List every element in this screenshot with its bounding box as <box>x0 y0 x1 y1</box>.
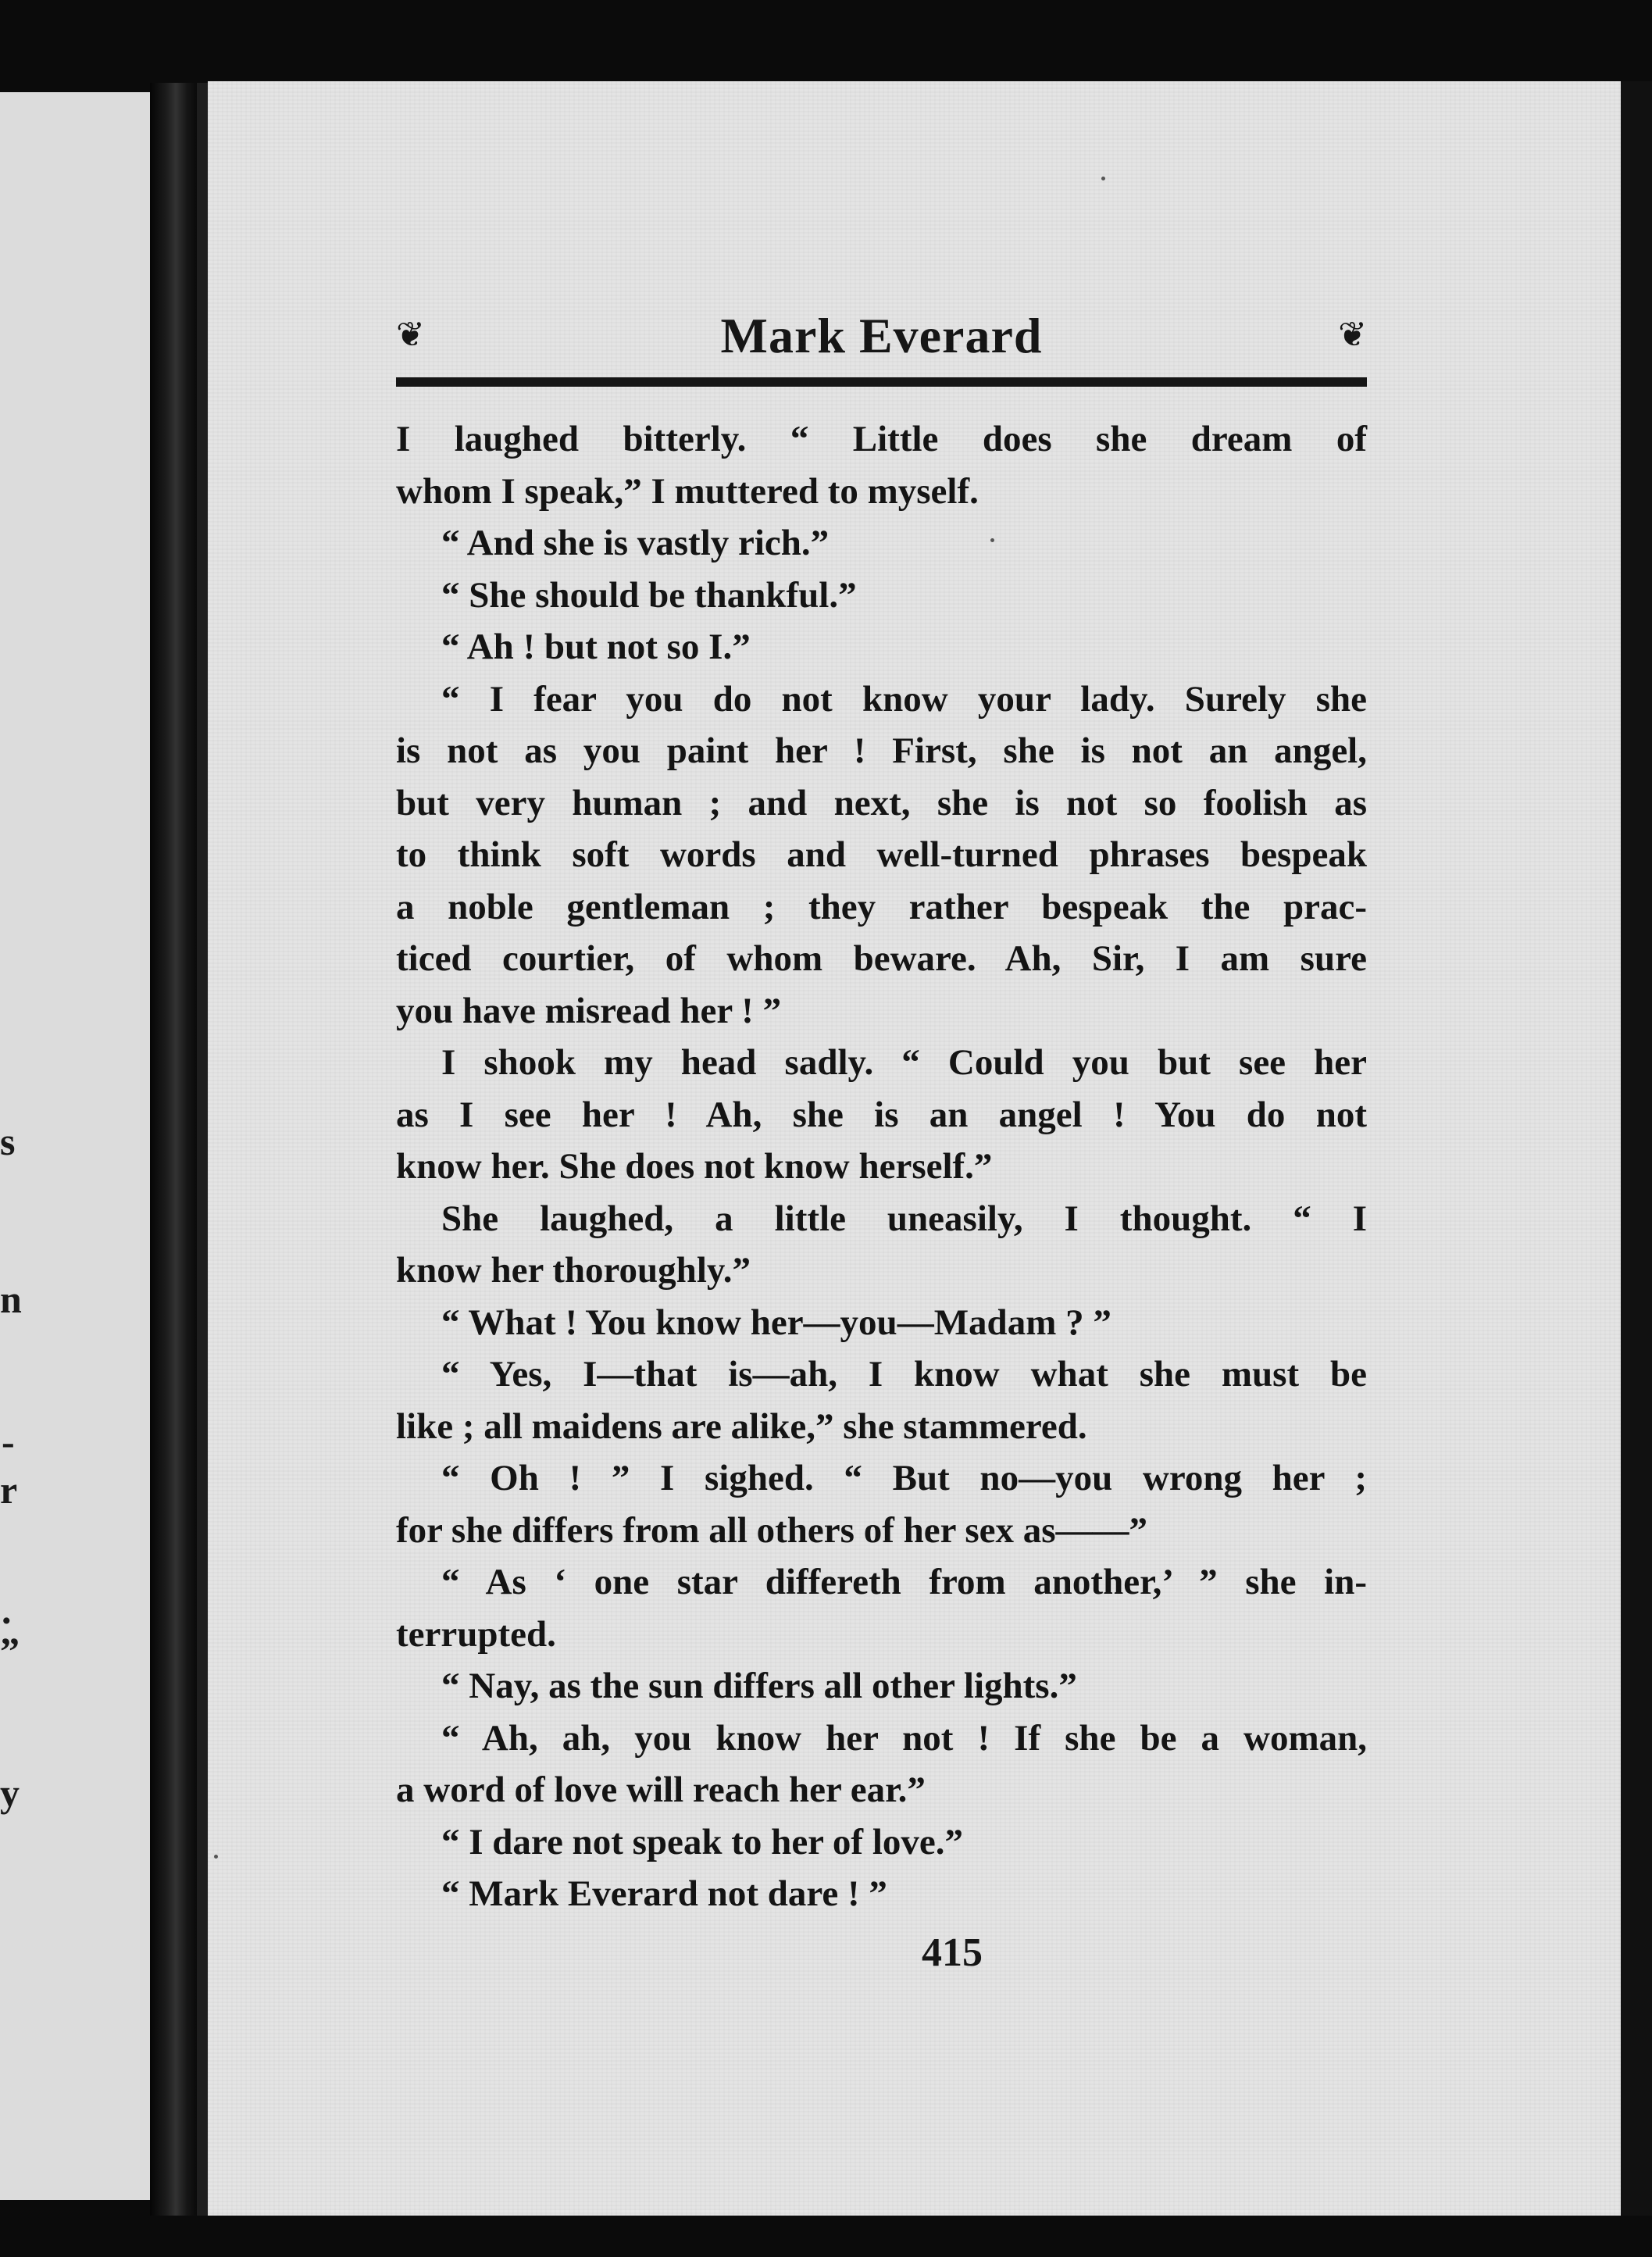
page-right-edge <box>1621 81 1652 2230</box>
header-rule <box>396 377 1367 387</box>
leaf-ornament-icon: ❦ <box>1338 316 1367 354</box>
text-line: but very human ; and next, she is not so foolish as <box>396 782 1367 823</box>
text-line: “ Mark Everard not dare ! ” <box>441 1873 887 1914</box>
text-line: I laughed bitterly. “ Little does she dream of <box>396 419 1367 459</box>
facing-page-fragment: - <box>2 1420 15 1463</box>
text-line: “ Yes, I—that is—ah, I know what she must be <box>441 1354 1367 1395</box>
text-line: whom I speak,” I muttered to myself. <box>396 470 979 512</box>
text-line: ticed courtier, of whom beware. Ah, Sir, I am sure <box>396 938 1367 979</box>
text-line: know her. She does not know herself.” <box>396 1146 993 1187</box>
text-line: “ And she is vastly rich.” <box>441 523 830 563</box>
facing-page-fragment: y <box>0 1771 20 1815</box>
text-line: a word of love will reach her ear.” <box>396 1770 926 1810</box>
leaf-ornament-icon: ❦ <box>396 316 425 354</box>
text-line: as I see her ! Ah, she is an angel ! You do not <box>396 1094 1367 1135</box>
text-line: like ; all maidens are alike,” she stammered. <box>396 1405 1087 1447</box>
facing-page-fragment: ” <box>0 1629 20 1673</box>
text-line: know her thoroughly.” <box>396 1250 751 1291</box>
text-line: for she differs from all others of her sex as——” <box>396 1509 1148 1551</box>
text-line: to think soft words and well-turned phrases bespeak <box>396 834 1367 875</box>
text-line: I shook my head sadly. “ Could you but see her <box>441 1042 1367 1083</box>
text-line: “ I fear you do not know your lady. Surely she <box>441 678 1367 720</box>
facing-page-fragment: n <box>0 1277 22 1321</box>
facing-page-fragment: . <box>2 1588 12 1632</box>
facing-page-fragment: r <box>0 1468 18 1512</box>
paper-speck <box>1101 177 1105 180</box>
book-gutter <box>150 83 197 2216</box>
text-line: “ What ! You know her—you—Madam ? ” <box>441 1302 1111 1343</box>
text-line: She laughed, a little uneasily, I thought. “ I <box>441 1198 1367 1239</box>
text-line: “ Ah ! but not so I.” <box>441 627 751 667</box>
page-number: 415 <box>922 1930 983 1975</box>
facing-page-fragment: s <box>0 1120 16 1163</box>
text-line: you have misread her ! ” <box>396 990 782 1031</box>
text-line: “ I dare not speak to her of love.” <box>441 1821 964 1862</box>
text-line: is not as you paint her ! First, she is not an angel, <box>396 730 1367 771</box>
text-line: terrupted. <box>396 1613 556 1655</box>
running-head <box>396 301 1367 371</box>
body-text <box>396 413 1367 1920</box>
page-bottom-edge <box>150 2216 1652 2257</box>
paper-speck <box>214 1855 218 1859</box>
facing-page <box>0 92 150 2200</box>
text-line: “ Ah, ah, you know her not ! If she be a woman, <box>441 1717 1367 1759</box>
text-line: “ Oh ! ” I sighed. “ But no—you wrong her ; <box>441 1458 1367 1498</box>
text-line: “ As ‘ one star differeth from another,’ ” she in- <box>441 1562 1367 1602</box>
text-line: “ Nay, as the sun differs all other lights.” <box>441 1666 1077 1706</box>
text-line: “ She should be thankful.” <box>441 574 857 616</box>
page-title: Mark Everard <box>720 308 1043 363</box>
gutter-edge <box>197 83 208 2216</box>
text-line: a noble gentleman ; they rather bespeak the prac- <box>396 886 1367 927</box>
